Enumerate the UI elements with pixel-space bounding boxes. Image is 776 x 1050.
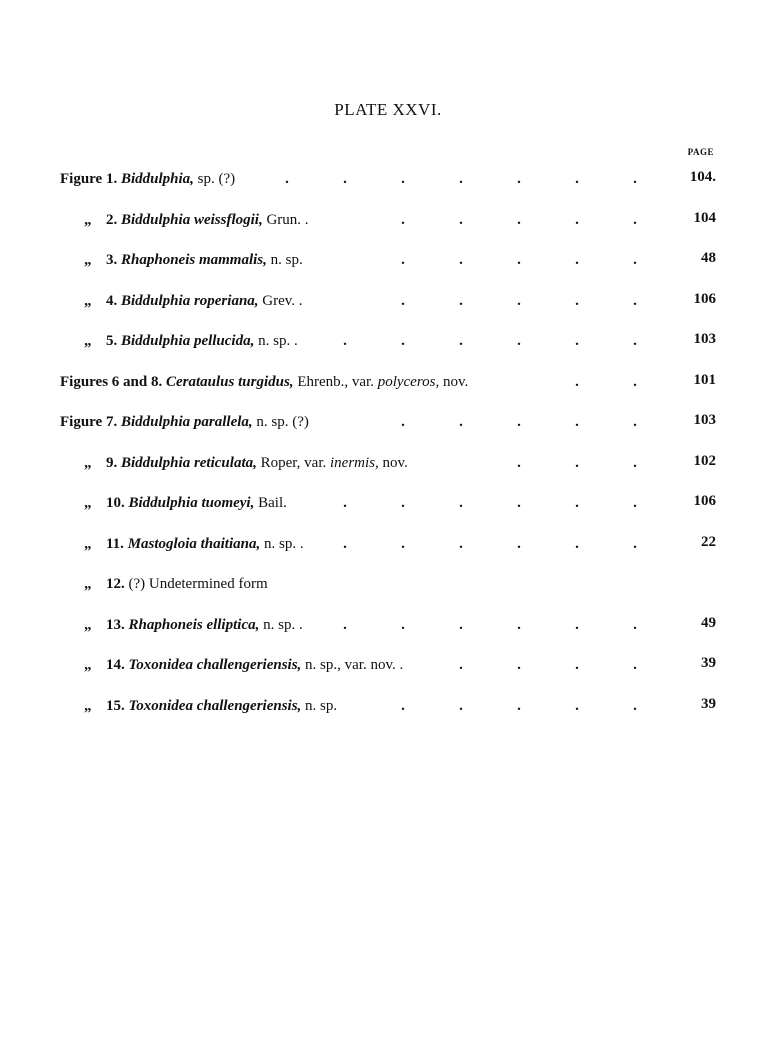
figure-number: 4. xyxy=(106,292,118,309)
figure-entry-label xyxy=(60,449,408,477)
species-authority: Bail. xyxy=(254,495,287,511)
dot-leader: . . . . . xyxy=(401,292,637,309)
species-name: Biddulphia pellucida, xyxy=(121,333,255,349)
ditto-mark: „ xyxy=(84,657,92,673)
species-name: Biddulphia roperiana, xyxy=(121,292,259,309)
figure-entry-label xyxy=(60,327,298,355)
dot-leader: . . . . . . xyxy=(343,495,637,511)
figure-number: 13. xyxy=(106,616,125,633)
dot-leader: . . . . . xyxy=(401,252,637,268)
ditto-mark: „ xyxy=(84,292,92,309)
figure-entry xyxy=(0,165,776,206)
figure-entry xyxy=(0,408,776,449)
page-number: 102 xyxy=(693,452,716,469)
species-authority: Roper, var. xyxy=(256,454,330,471)
species-name: Cerataulus turgidus, xyxy=(166,373,294,390)
figure-number: 11. xyxy=(106,535,124,552)
ditto-mark: „ xyxy=(84,576,92,592)
page-number: 39 xyxy=(701,655,716,671)
dot-leader: . . xyxy=(575,373,637,390)
dot-leader: . . . . . xyxy=(401,414,637,430)
ditto-mark: „ xyxy=(84,697,92,714)
species-authority: n. sp. . xyxy=(259,616,303,633)
figure-number: 12. xyxy=(106,576,125,592)
ditto-mark: „ xyxy=(84,495,92,511)
dot-leader: . . . xyxy=(517,454,637,471)
figure-number: 14. xyxy=(106,657,125,673)
figure-number: 9. xyxy=(106,454,118,471)
figure-number: 10. xyxy=(106,495,125,511)
variety-name: inermis, xyxy=(330,454,379,471)
dot-leader: . . . . . xyxy=(401,211,637,228)
species-authority: Grun. . xyxy=(262,211,309,228)
figure-entry xyxy=(0,530,776,571)
species-name: Mastogloia thaitiana, xyxy=(127,535,261,552)
figure-list xyxy=(0,165,776,732)
species-name: Biddulphia reticulata, xyxy=(121,454,257,471)
dot-leader: . . . . . . xyxy=(343,616,637,633)
species-name: Biddulphia, xyxy=(120,171,194,187)
figure-number: 1. xyxy=(105,171,118,187)
species-authority: n. sp. . xyxy=(254,333,298,349)
figure-entry-label xyxy=(60,408,309,436)
dot-leader: . . . . . . xyxy=(343,333,637,349)
page-number: 106 xyxy=(693,290,716,307)
species-authority: n. sp., var. nov. . xyxy=(301,657,404,673)
species-name: Biddulphia weissflogii, xyxy=(121,211,263,228)
figure-entry xyxy=(0,449,776,490)
figure-number: 15. xyxy=(106,697,125,714)
figure-lead: Figures 6 and 8. xyxy=(60,373,163,390)
figure-entry-label xyxy=(60,287,303,315)
figure-entry-label xyxy=(60,651,403,679)
species-name: Toxonidea challengeriensis, xyxy=(128,657,302,673)
page-number: 49 xyxy=(701,614,716,631)
ditto-mark: „ xyxy=(84,535,92,552)
species-authority: n. sp. (?) xyxy=(252,414,309,430)
species-name: Rhaphoneis mammalis, xyxy=(121,252,267,268)
dot-leader: . . . . . . . xyxy=(285,171,637,187)
figure-entry-label xyxy=(60,489,287,517)
ditto-mark: „ xyxy=(84,333,92,349)
species-authority: sp. (?) xyxy=(193,171,236,187)
page-number: 103 xyxy=(693,412,716,428)
ditto-mark: „ xyxy=(84,454,92,471)
page-number: 101 xyxy=(693,371,716,388)
figure-entry-label xyxy=(60,611,303,639)
figure-entry-label xyxy=(60,246,303,274)
page-column-header: PAGE xyxy=(687,147,714,157)
species-note: nov. xyxy=(439,373,469,390)
species-authority: n. sp. . xyxy=(260,535,304,552)
page-number: 106 xyxy=(693,493,716,509)
plate-title: PLATE XXVI. xyxy=(334,100,442,119)
species-note: nov. xyxy=(378,454,408,471)
species-name: Rhaphoneis elliptica, xyxy=(128,616,260,633)
ditto-mark: „ xyxy=(84,211,92,228)
page-number: 104. xyxy=(689,169,716,185)
figure-number: 3. xyxy=(106,252,118,268)
species-name: Biddulphia parallela, xyxy=(120,414,253,430)
ditto-mark: „ xyxy=(84,252,92,268)
figure-entry-label xyxy=(60,570,268,598)
figure-entry-label xyxy=(60,165,235,193)
species-name: Toxonidea challengeriensis, xyxy=(128,697,302,714)
page-number: 48 xyxy=(701,250,716,266)
figure-entry xyxy=(0,489,776,530)
species-authority: Ehrenb., var. xyxy=(293,373,378,390)
figure-entry-label xyxy=(60,530,304,558)
figure-lead: Figure xyxy=(60,414,103,430)
figure-entry xyxy=(0,570,776,611)
figure-entry xyxy=(0,206,776,247)
figure-number: 2. xyxy=(106,211,118,228)
species-authority: n. sp. xyxy=(266,252,303,268)
figure-entry xyxy=(0,327,776,368)
species-authority: (?) Undetermined form xyxy=(128,576,268,592)
page-number: 103 xyxy=(693,331,716,347)
figure-entry xyxy=(0,651,776,692)
variety-name: polyceros, xyxy=(377,373,440,390)
figure-number: 5. xyxy=(106,333,118,349)
figure-entry xyxy=(0,692,776,733)
species-authority: n. sp. xyxy=(301,697,338,714)
ditto-mark: „ xyxy=(84,616,92,633)
dot-leader: . . . . . xyxy=(401,697,637,714)
figure-entry xyxy=(0,287,776,328)
species-authority: Grev. . xyxy=(258,292,303,309)
dot-leader: . . . . xyxy=(459,657,637,673)
figure-entry-label xyxy=(60,368,468,396)
figure-lead: Figure xyxy=(60,171,103,187)
figure-entry-label xyxy=(60,692,337,720)
figure-entry-label xyxy=(60,206,309,234)
page-number: 22 xyxy=(701,533,716,550)
page-number: 39 xyxy=(701,695,716,712)
species-name: Biddulphia tuomeyi, xyxy=(128,495,255,511)
page-number: 104 xyxy=(693,209,716,226)
figure-entry xyxy=(0,611,776,652)
dot-leader: . . . . . . xyxy=(343,535,637,552)
figure-entry xyxy=(0,246,776,287)
figure-entry xyxy=(0,368,776,409)
figure-number: 7. xyxy=(105,414,118,430)
